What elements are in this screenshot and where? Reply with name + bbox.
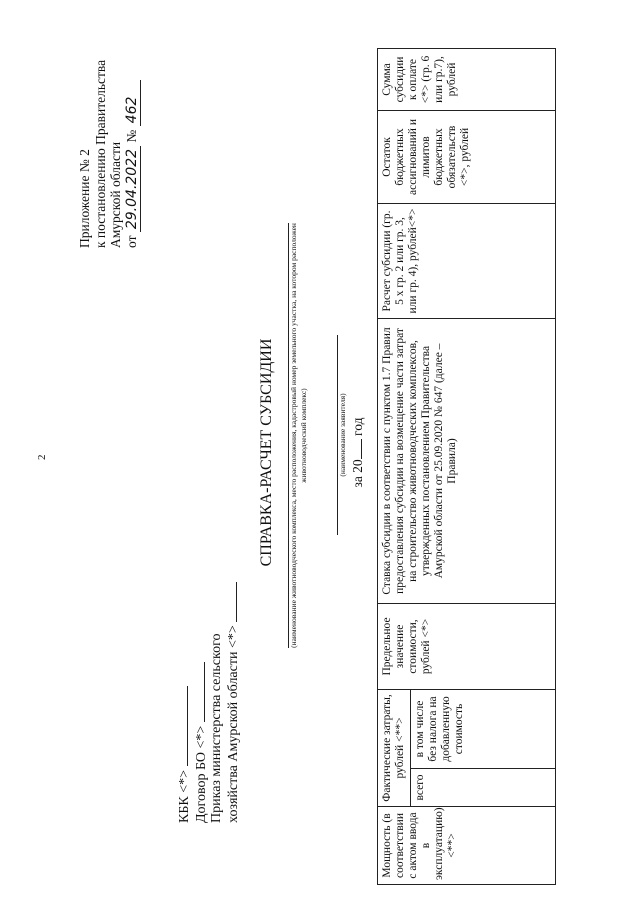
appendix-resolution: к постановлению Правительства: [92, 59, 108, 248]
number-label: №: [123, 129, 139, 143]
year-line: [350, 0, 366, 905]
col-costs-total: всего: [411, 769, 556, 807]
col-budget-remainder: Остаток бюджетных ассигнований и лимитов бюджетных обязательств <*>, рублей: [378, 110, 556, 203]
appendix-block: [77, 60, 141, 248]
kbk-field: [175, 582, 192, 823]
col-limit-value: Предельное значение стоимости, рублей <*>: [378, 603, 556, 689]
year-prefix: за 20: [350, 459, 365, 488]
contract-blank: [192, 662, 205, 722]
contract-label: Договор БО <*>: [194, 725, 209, 823]
table-header-row: [378, 48, 411, 884]
applicant-caption: (наименование заявителя): [338, 393, 347, 477]
order-blank: [224, 582, 237, 622]
appendix-date-line: [124, 60, 142, 248]
object-caption: (наименование животноводческого комплекса, место расположения, кадастровый номер земельного участка, на котором расположен животноводческий комплекс): [289, 223, 308, 648]
order-field: [224, 582, 241, 823]
contract-field: [192, 582, 209, 823]
year-suffix: год: [350, 417, 365, 436]
subsidy-table: [377, 48, 556, 885]
date-prefix: от: [123, 235, 139, 248]
appendix-region: Амурской области: [108, 141, 123, 248]
col-costs-excl-vat: в том числе без налога на добавленную стоимость: [411, 689, 556, 768]
kbk-blank: [175, 686, 188, 766]
col-capacity: Мощность (в соответствии с актом ввода в эксплуатацию) <**>: [378, 807, 556, 885]
page-number: 2: [36, 454, 48, 460]
kbk-label: КБК <*>: [177, 769, 192, 823]
col-subsidy-calc: Расчет субсидии (гр. 5 х гр. 2 или гр. 3, или гр. 4), рублей<*>: [378, 203, 556, 318]
col-subsidy-rate: Ставка субсидии в соответствии с пунктом 1.7 Правил предоставления субсидии на возмещение части затрат на строительство животноводческих комплексов, утвержденных постановлением Правительства Амурской области от 25.09.2020 № 647 (далее – Правила): [378, 318, 556, 603]
order-label: хозяйства Амурской области <*>: [226, 625, 241, 823]
col-subsidy-payable: Сумма субсидии к оплате <*> (гр. 6 или гр.7), рублей: [378, 48, 556, 110]
header-fields: [175, 582, 241, 823]
year-blank: [361, 439, 362, 459]
handwritten-number: 462: [125, 80, 142, 126]
order-line1: Приказ министерства сельского: [209, 633, 224, 823]
col-actual-costs: Фактические затраты, рублей <**>: [378, 689, 411, 806]
document-title: СПРАВКА-РАСЧЕТ СУБСИДИИ: [258, 338, 275, 567]
handwritten-date: 29.04.2022: [125, 146, 142, 232]
appendix-title: Приложение № 2: [77, 149, 92, 248]
